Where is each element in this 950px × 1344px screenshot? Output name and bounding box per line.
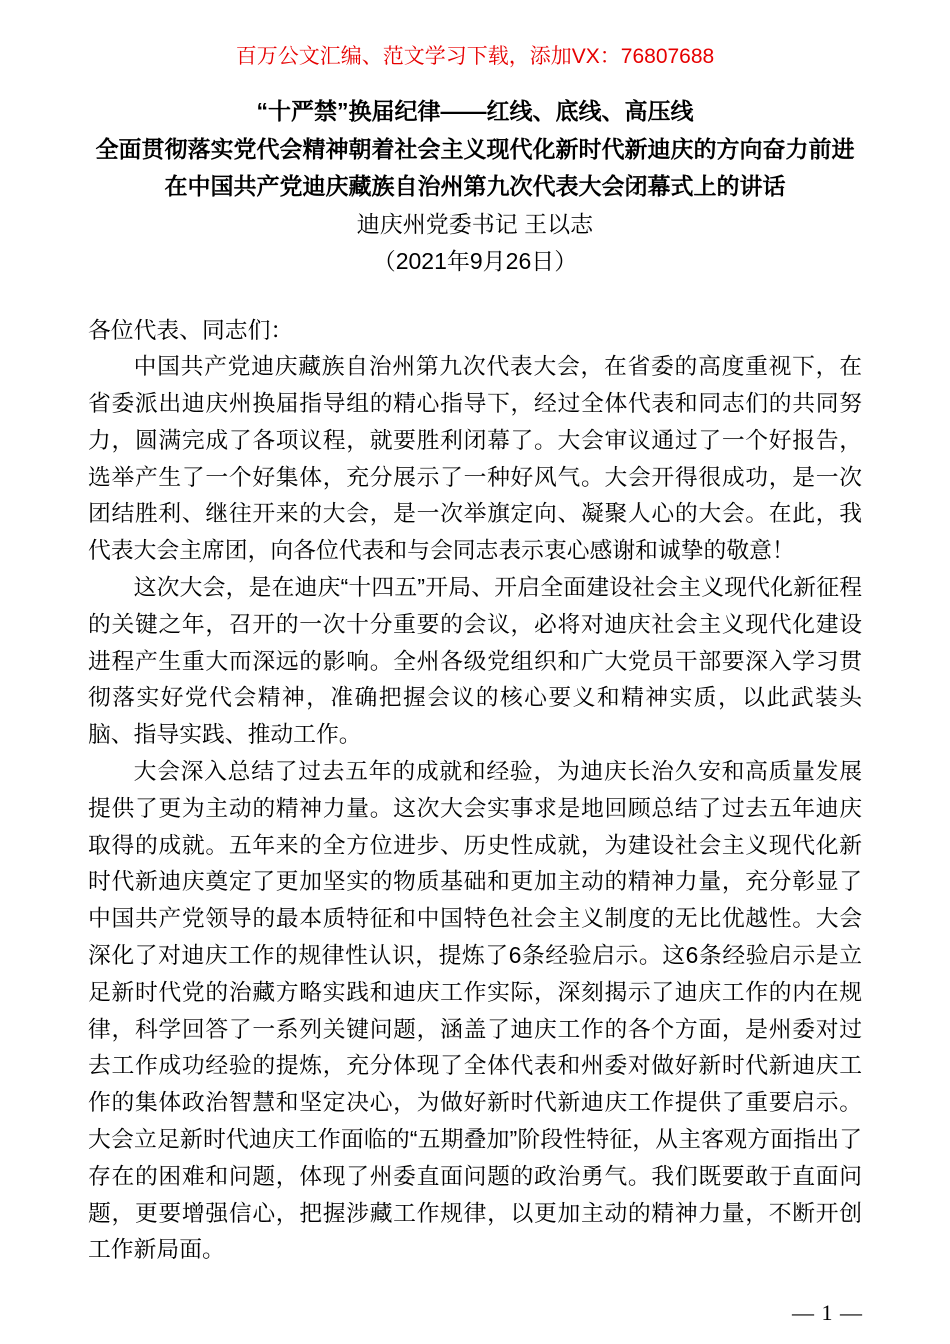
body-paragraph-3: 大会深入总结了过去五年的成就和经验，为迪庆长治久安和高质量发展提供了更为主动的精神力量。这次大会实事求是地回顾总结了过去五年迪庆取得的成就。五年来的全方位进步、历史性成就，为建设社会主义现代化新时代新迪庆奠定了更加坚实的物质基础和更加主动的精神力量，充分彰显了中国共产党领导的最本质特征和中国特色社会主义制度的无比优越性。大会深化了对迪庆工作的规律性认识，提炼了6条经验启示。这6条经验启示是立足新时代党的治藏方略实践和迪庆工作实际，深刻揭示了迪庆工作的内在规律，科学回答了一系列关键问题，涵盖了迪庆工作的各个方面，是州委对过去工作成功经验的提炼，充分体现了全体代表和州委对做好新时代新迪庆工作的集体政治智慧和坚定决心，为做好新时代新迪庆工作提供了重要启示。大会立足新时代迪庆工作面临的“五期叠加”阶段性特征，从主客观方面指出了存在的困难和问题，体现了州委直面问题的政治勇气。我们既要敢于直面问题，更要增强信心，把握涉藏工作规律，以更加主动的精神力量，不断开创工作新局面。 — [88, 758, 862, 1263]
document-title-line-3: 在中国共产党迪庆藏族自治州第九次代表大会闭幕式上的讲话 — [164, 173, 786, 199]
header-notice: 百万公文汇编、范文学习下载，添加VX：76807688 — [235, 45, 715, 68]
document-title-line-1: “十严禁”换届纪律——红线、底线、高压线 — [256, 98, 694, 124]
body-paragraph-2: 这次大会，是在迪庆“十四五”开局、开启全面建设社会主义现代化新征程的关键之年，召开的一次十分重要的会议，必将对迪庆社会主义现代化建设进程产生重大而深远的影响。全州各级党组织和广大党员干部要深入学习贯彻落实好党代会精神，准确把握会议的核心要义和精神实质，以此武装头脑、指导实践、推动工作。 — [88, 574, 862, 748]
date-line: （2021年9月26日） — [372, 248, 578, 274]
body-paragraph-1: 中国共产党迪庆藏族自治州第九次代表大会，在省委的高度重视下，在省委派出迪庆州换届指导组的精心指导下，经过全体代表和同志们的共同努力，圆满完成了各项议程，就要胜利闭幕了。大会审议通过了一个好报告，选举产生了一个好集体，充分展示了一种好风气。大会开得很成功，是一次团结胜利、继往开来的大会，是一次举旗定向、凝聚人心的大会。在此，我代表大会主席团，向各位代表和与会同志表示衷心感谢和诚挚的敬意！ — [88, 353, 862, 564]
page-number: — 1 — — [792, 1300, 863, 1325]
title-block — [0, 93, 950, 206]
document-body — [88, 312, 862, 1269]
salutation: 各位代表、同志们： — [88, 316, 294, 343]
document-title-line-2: 全面贯彻落实党代会精神朝着社会主义现代化新时代新迪庆的方向奋力前进 — [95, 135, 855, 162]
author-byline: 迪庆州党委书记 王以志 — [356, 210, 594, 237]
